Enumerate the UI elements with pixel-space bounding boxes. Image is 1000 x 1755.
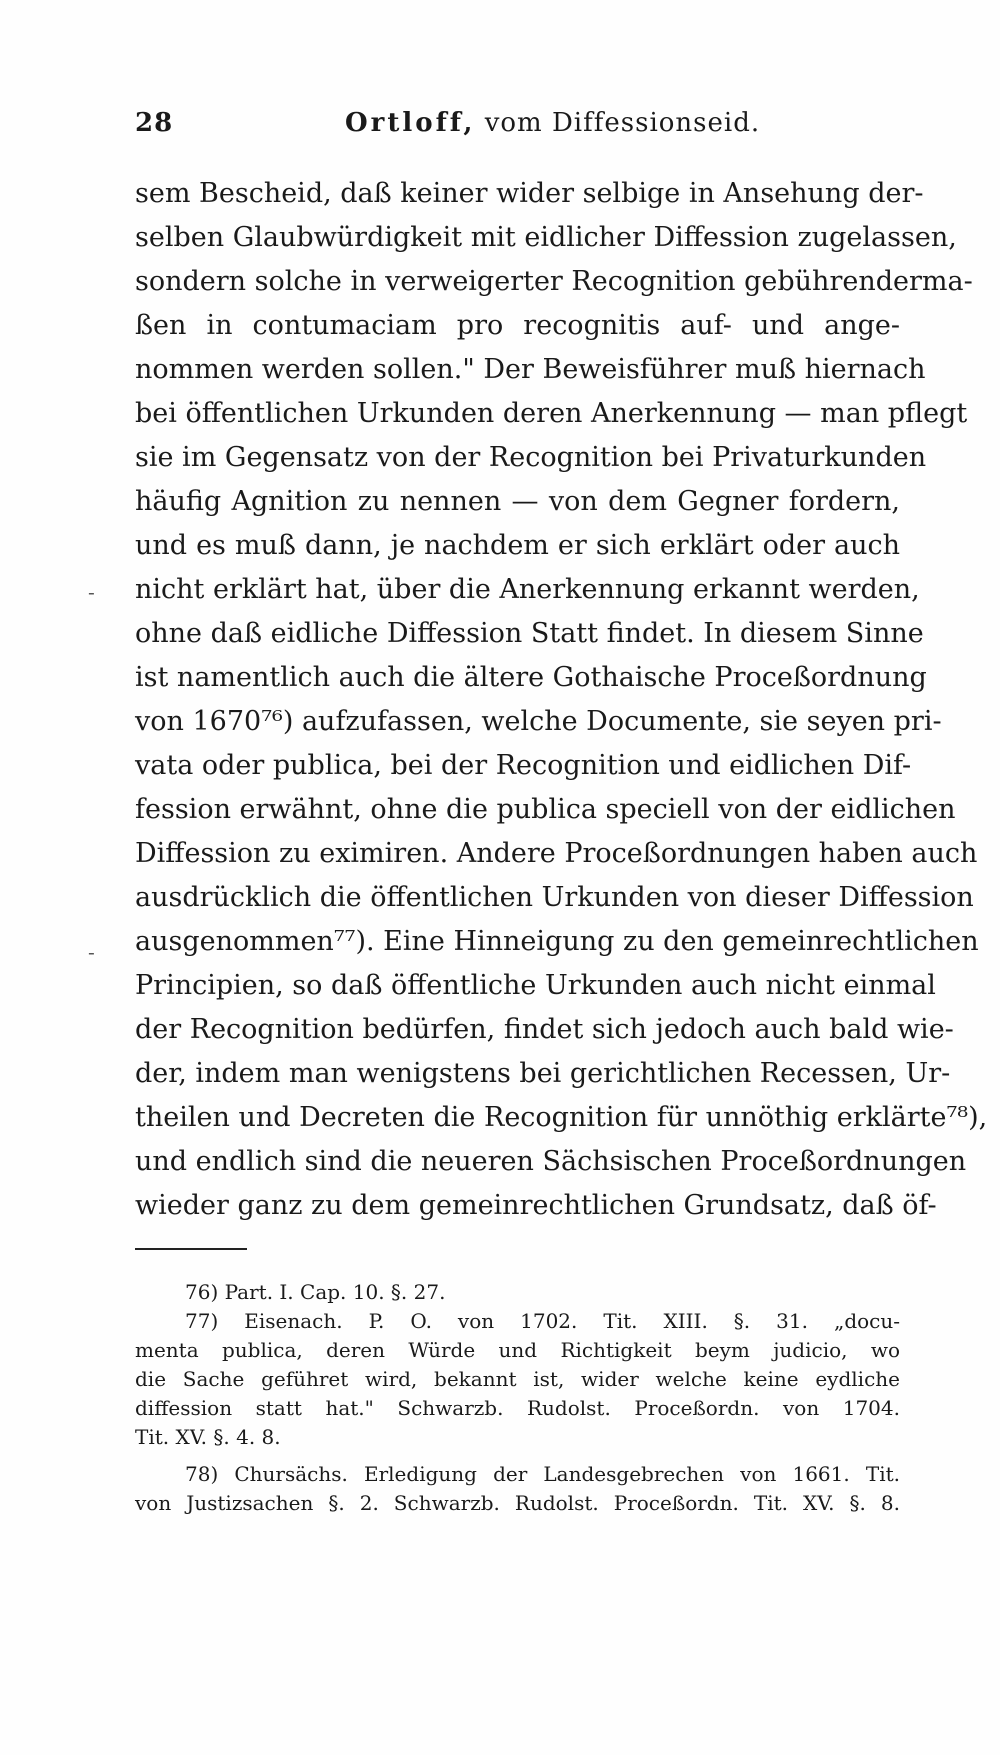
page-number: 28 [135,108,174,138]
body-line: von 1670⁷⁶) aufzufassen, welche Documente, sie seyen pri- [135,706,942,737]
margin-mark: - [88,580,95,604]
footnote-78 [135,1460,900,1518]
footnote-gap [135,1452,900,1460]
body-line: und es muß dann, je nachdem er sich erklärt oder auch [135,530,900,561]
body-line: und endlich sind die neueren Sächsischen Proceßordnungen [135,1146,967,1177]
footnotes [135,1278,900,1518]
body-line: der, indem man wenigstens bei gerichtlichen Recessen, Ur- [135,1058,951,1089]
body-line: vata oder publica, bei der Recognition und eidlichen Dif- [135,750,912,781]
running-head-title: vom Diffessionseid. [484,108,761,138]
body-line: nicht erklärt hat, über die Anerkennung erkannt werden, [135,574,920,605]
footnote-76 [135,1278,900,1307]
margin-mark: - [88,940,95,964]
footnote-divider [135,1248,247,1250]
footnote-line: Tit. XV. §. 4. 8. [135,1425,281,1449]
page-header [135,108,895,148]
body-line: ausdrücklich die öffentlichen Urkunden von dieser Diffession [135,882,974,913]
body-line: Principien, so daß öffentliche Urkunden auch nicht einmal [135,970,936,1001]
footnote-77 [135,1307,900,1452]
body-text [135,172,988,1228]
body-line: häufig Agnition zu nennen — von dem Gegner fordern, [135,486,900,517]
body-line: sie im Gegensatz von der Recognition bei Privaturkunden [135,442,927,473]
body-line: selben Glaubwürdigkeit mit eidlicher Diffession zugelassen, [135,222,957,253]
body-line: ausgenommen⁷⁷). Eine Hinneigung zu den gemeinrechtlichen [135,926,979,957]
footnote-line: 77) Eisenach. P. O. von 1702. Tit. XIII. §. 31. „docu- [185,1309,900,1333]
footnote-line: diffession statt hat." Schwarzb. Rudolst. Proceßordn. von 1704. [135,1396,900,1420]
body-line: nommen werden sollen." Der Beweisführer muß hiernach [135,354,926,385]
body-line: ßen in contumaciam pro recognitis auf- und ange- [135,310,900,341]
body-line: ist namentlich auch die ältere Gothaische Proceßordnung [135,662,927,693]
footnote-line: 76) Part. I. Cap. 10. §. 27. [185,1280,446,1304]
body-line: sondern solche in verweigerter Recognition gebührenderma- [135,266,973,297]
body-line: der Recognition bedürfen, findet sich jedoch auch bald wie- [135,1014,954,1045]
footnote-line: von Justizsachen §. 2. Schwarzb. Rudolst. Proceßordn. Tit. XV. §. 8. [135,1491,900,1515]
body-line: fession erwähnt, ohne die publica speciell von der eidlichen [135,794,956,825]
body-line: wieder ganz zu dem gemeinrechtlichen Grundsatz, daß öf- [135,1190,937,1221]
footnote-line: 78) Chursächs. Erledigung der Landesgebrechen von 1661. Tit. [185,1462,900,1486]
body-line: ohne daß eidliche Diffession Statt findet. In diesem Sinne [135,618,924,649]
running-head-author: Ortloff, [345,108,476,138]
footnote-line: menta publica, deren Würde und Richtigkeit beym judicio, wo [135,1338,900,1362]
body-line: Diffession zu eximiren. Andere Proceßordnungen haben auch [135,838,978,869]
footnote-line: die Sache geführet wird, bekannt ist, wider welche keine eydliche [135,1367,900,1391]
body-line: sem Bescheid, daß keiner wider selbige in Ansehung der- [135,178,924,209]
body-line: theilen und Decreten die Recognition für unnöthig erklärte⁷⁸), [135,1102,988,1133]
body-line: bei öffentlichen Urkunden deren Anerkennung — man pflegt [135,398,968,429]
running-head [345,108,760,138]
